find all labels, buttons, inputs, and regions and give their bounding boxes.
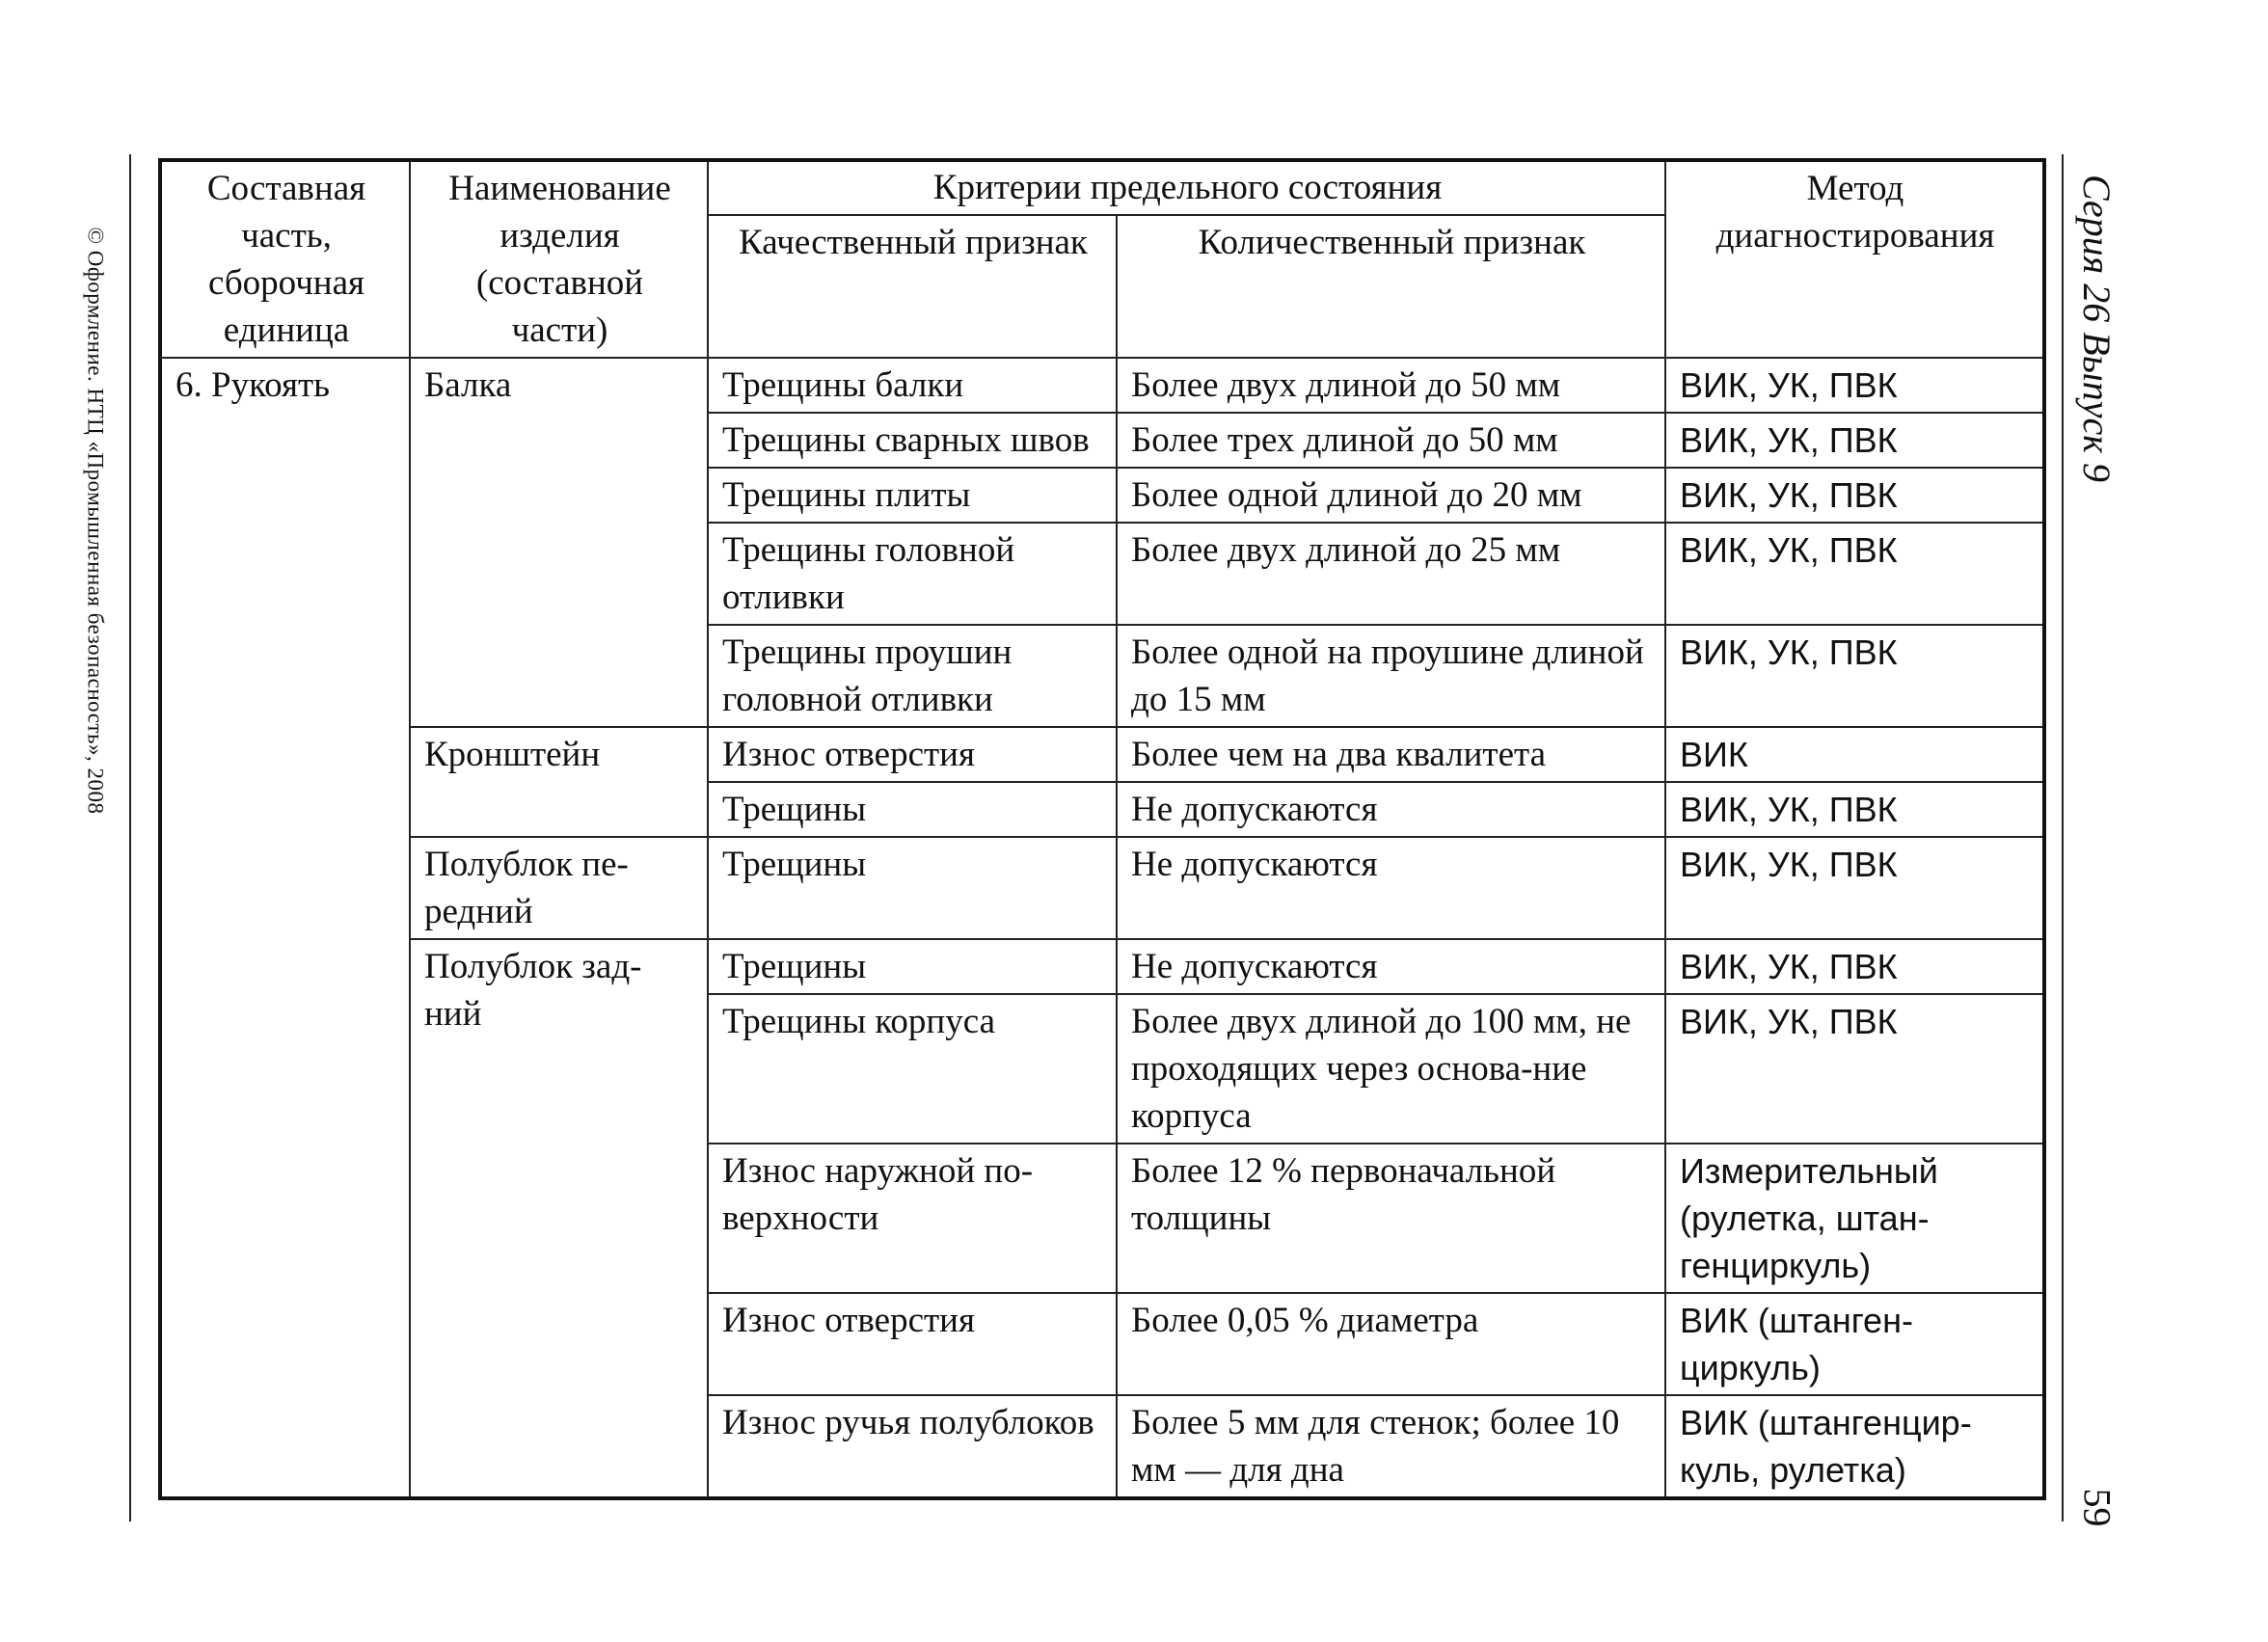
page-number-text: 59 xyxy=(2075,1488,2120,1526)
quantitative-cell: Более трех длиной до 50 мм xyxy=(1117,413,1665,468)
component-name: Балка xyxy=(410,358,708,727)
method-cell: ВИК, УК, ПВК xyxy=(1665,994,2044,1144)
component-name: Полублок зад-ний xyxy=(410,939,708,1498)
method-cell: ВИК, УК, ПВК xyxy=(1665,782,2044,837)
qualitative-cell: Трещины головной отливки xyxy=(708,523,1117,625)
quantitative-cell: Более 0,05 % диаметра xyxy=(1117,1293,1665,1395)
qualitative-cell: Трещины xyxy=(708,939,1117,994)
qualitative-cell: Износ ручья полублоков xyxy=(708,1395,1117,1498)
quantitative-cell: Не допускаются xyxy=(1117,782,1665,837)
series-text: Серия 26 Выпуск 9 xyxy=(2075,174,2120,482)
method-cell: ВИК (штанген-циркуль) xyxy=(1665,1293,2044,1395)
method-cell: ВИК, УК, ПВК xyxy=(1665,468,2044,523)
method-cell: ВИК, УК, ПВК xyxy=(1665,358,2044,413)
qualitative-cell: Трещины балки xyxy=(708,358,1117,413)
qualitative-cell: Трещины корпуса xyxy=(708,994,1117,1144)
method-cell: ВИК (штангенцир-куль, рулетка) xyxy=(1665,1395,2044,1498)
header-qualitative: Качественный признак xyxy=(708,215,1117,358)
quantitative-cell: Более 12 % первоначальной толщины xyxy=(1117,1144,1665,1293)
qualitative-cell: Износ отверстия xyxy=(708,727,1117,782)
criteria-table xyxy=(158,158,2046,1500)
series-sidebar xyxy=(2064,154,2131,501)
component-name: Кронштейн xyxy=(410,727,708,837)
quantitative-cell: Не допускаются xyxy=(1117,939,1665,994)
method-cell: ВИК, УК, ПВК xyxy=(1665,837,2044,939)
method-cell: ВИК, УК, ПВК xyxy=(1665,413,2044,468)
qualitative-cell: Трещины сварных швов xyxy=(708,413,1117,468)
quantitative-cell: Более чем на два квалитета xyxy=(1117,727,1665,782)
qualitative-cell: Трещины xyxy=(708,837,1117,939)
header-method: Метод диагностирования xyxy=(1665,160,2044,358)
qualitative-cell: Износ отверстия xyxy=(708,1293,1117,1395)
quantitative-cell: Более двух длиной до 50 мм xyxy=(1117,358,1665,413)
table-row xyxy=(160,837,2044,939)
method-cell: ВИК, УК, ПВК xyxy=(1665,625,2044,727)
method-cell: ВИК xyxy=(1665,727,2044,782)
qualitative-cell: Трещины проушин головной отливки xyxy=(708,625,1117,727)
header-row-1 xyxy=(160,160,2044,215)
quantitative-cell: Более двух длиной до 25 мм xyxy=(1117,523,1665,625)
table-row xyxy=(160,727,2044,782)
method-cell: ВИК, УК, ПВК xyxy=(1665,939,2044,994)
copyright-sidebar xyxy=(75,154,114,887)
header-part: Составная часть, сборочная единица xyxy=(160,160,410,358)
method-cell: ВИК, УК, ПВК xyxy=(1665,523,2044,625)
copyright-text: © Оформление. НТЦ «Промышленная безопасность», 2008 xyxy=(83,227,107,815)
qualitative-cell: Износ наружной по-верхности xyxy=(708,1144,1117,1293)
component-name: Полублок пе-редний xyxy=(410,837,708,939)
qualitative-cell: Трещины xyxy=(708,782,1117,837)
left-margin-rule xyxy=(129,154,131,1521)
header-name: Наименование изделия (составной части) xyxy=(410,160,708,358)
quantitative-cell: Более двух длиной до 100 мм, не проходящих через основа-ние корпуса xyxy=(1117,994,1665,1144)
page-number xyxy=(2068,1473,2126,1541)
table-row xyxy=(160,939,2044,994)
quantitative-cell: Более одной длиной до 20 мм xyxy=(1117,468,1665,523)
quantitative-cell: Более одной на проушине длиной до 15 мм xyxy=(1117,625,1665,727)
qualitative-cell: Трещины плиты xyxy=(708,468,1117,523)
quantitative-cell: Более 5 мм для стенок; более 10 мм — для дна xyxy=(1117,1395,1665,1498)
section-title: 6. Рукоять xyxy=(160,358,410,1498)
header-criteria: Критерии предельного состояния xyxy=(708,160,1665,215)
table-row xyxy=(160,358,2044,413)
quantitative-cell: Не допускаются xyxy=(1117,837,1665,939)
header-quantitative: Количественный признак xyxy=(1117,215,1665,358)
method-cell: Измерительный (рулетка, штан-генциркуль) xyxy=(1665,1144,2044,1293)
